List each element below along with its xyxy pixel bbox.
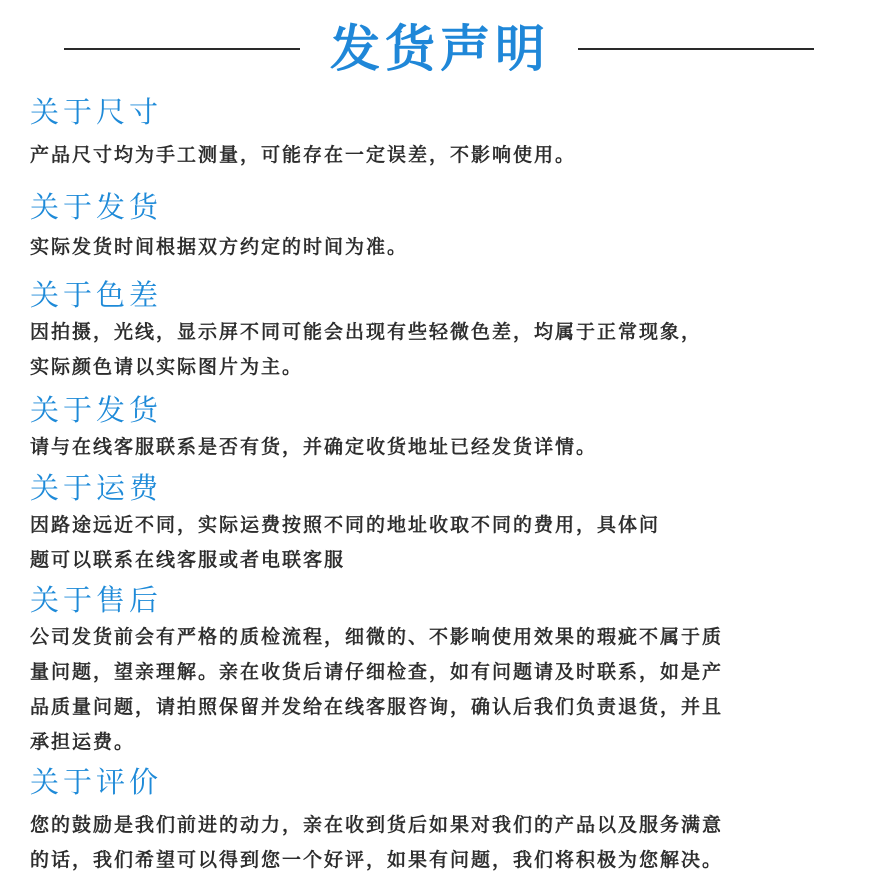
section-text-line: 您的鼓励是我们前进的动力，亲在收到货后如果对我们的产品以及服务满意 — [30, 814, 724, 836]
section-text-line: 产品尺寸均为手工测量，可能存在一定误差，不影响使用。 — [30, 144, 577, 166]
section-heading: 关于色差 — [30, 278, 163, 312]
section-heading: 关于评价 — [30, 765, 163, 799]
section-text-line: 品质量问题，请拍照保留并发给在线客服咨询，确认后我们负责退货，并且 — [30, 696, 724, 718]
section-heading: 关于发货 — [30, 190, 163, 224]
section-text-line: 因拍摄，光线，显示屏不同可能会出现有些轻微色差，均属于正常现象， — [30, 321, 703, 343]
section-text-line: 的话，我们希望可以得到您一个好评，如果有问题，我们将积极为您解决。 — [30, 849, 724, 871]
title-divider-left — [64, 48, 300, 50]
section-review — [30, 762, 830, 878]
section-stock — [30, 390, 830, 465]
title-divider-right — [578, 48, 814, 50]
section-text-line: 请与在线客服联系是否有货，并确定收货地址已经发货详情。 — [30, 436, 598, 458]
section-heading: 关于尺寸 — [30, 95, 163, 129]
section-text-line: 因路途远近不同，实际运费按照不同的地址收取不同的费用，具体问 — [30, 514, 661, 536]
section-heading: 关于运费 — [30, 471, 163, 505]
section-shipping-fee — [30, 468, 830, 578]
section-heading: 关于发货 — [30, 393, 163, 427]
title-row — [0, 14, 880, 84]
section-heading: 关于售后 — [30, 583, 163, 617]
section-text-line: 公司发货前会有严格的质检流程，细微的、不影响使用效果的瑕疵不属于质 — [30, 626, 724, 648]
section-size — [30, 92, 830, 173]
section-after-sales — [30, 580, 830, 760]
section-color-difference — [30, 275, 830, 385]
section-text-line: 实际颜色请以实际图片为主。 — [30, 356, 304, 378]
section-shipping — [30, 187, 830, 265]
section-text-line: 实际发货时间根据双方约定的时间为准。 — [30, 236, 409, 258]
section-text-line: 题可以联系在线客服或者电联客服 — [30, 549, 346, 571]
section-text-line: 承担运费。 — [30, 731, 136, 753]
page-title: 发货声明 — [330, 20, 550, 78]
section-text-line: 量问题，望亲理解。亲在收货后请仔细检查，如有问题请及时联系，如是产 — [30, 661, 724, 683]
